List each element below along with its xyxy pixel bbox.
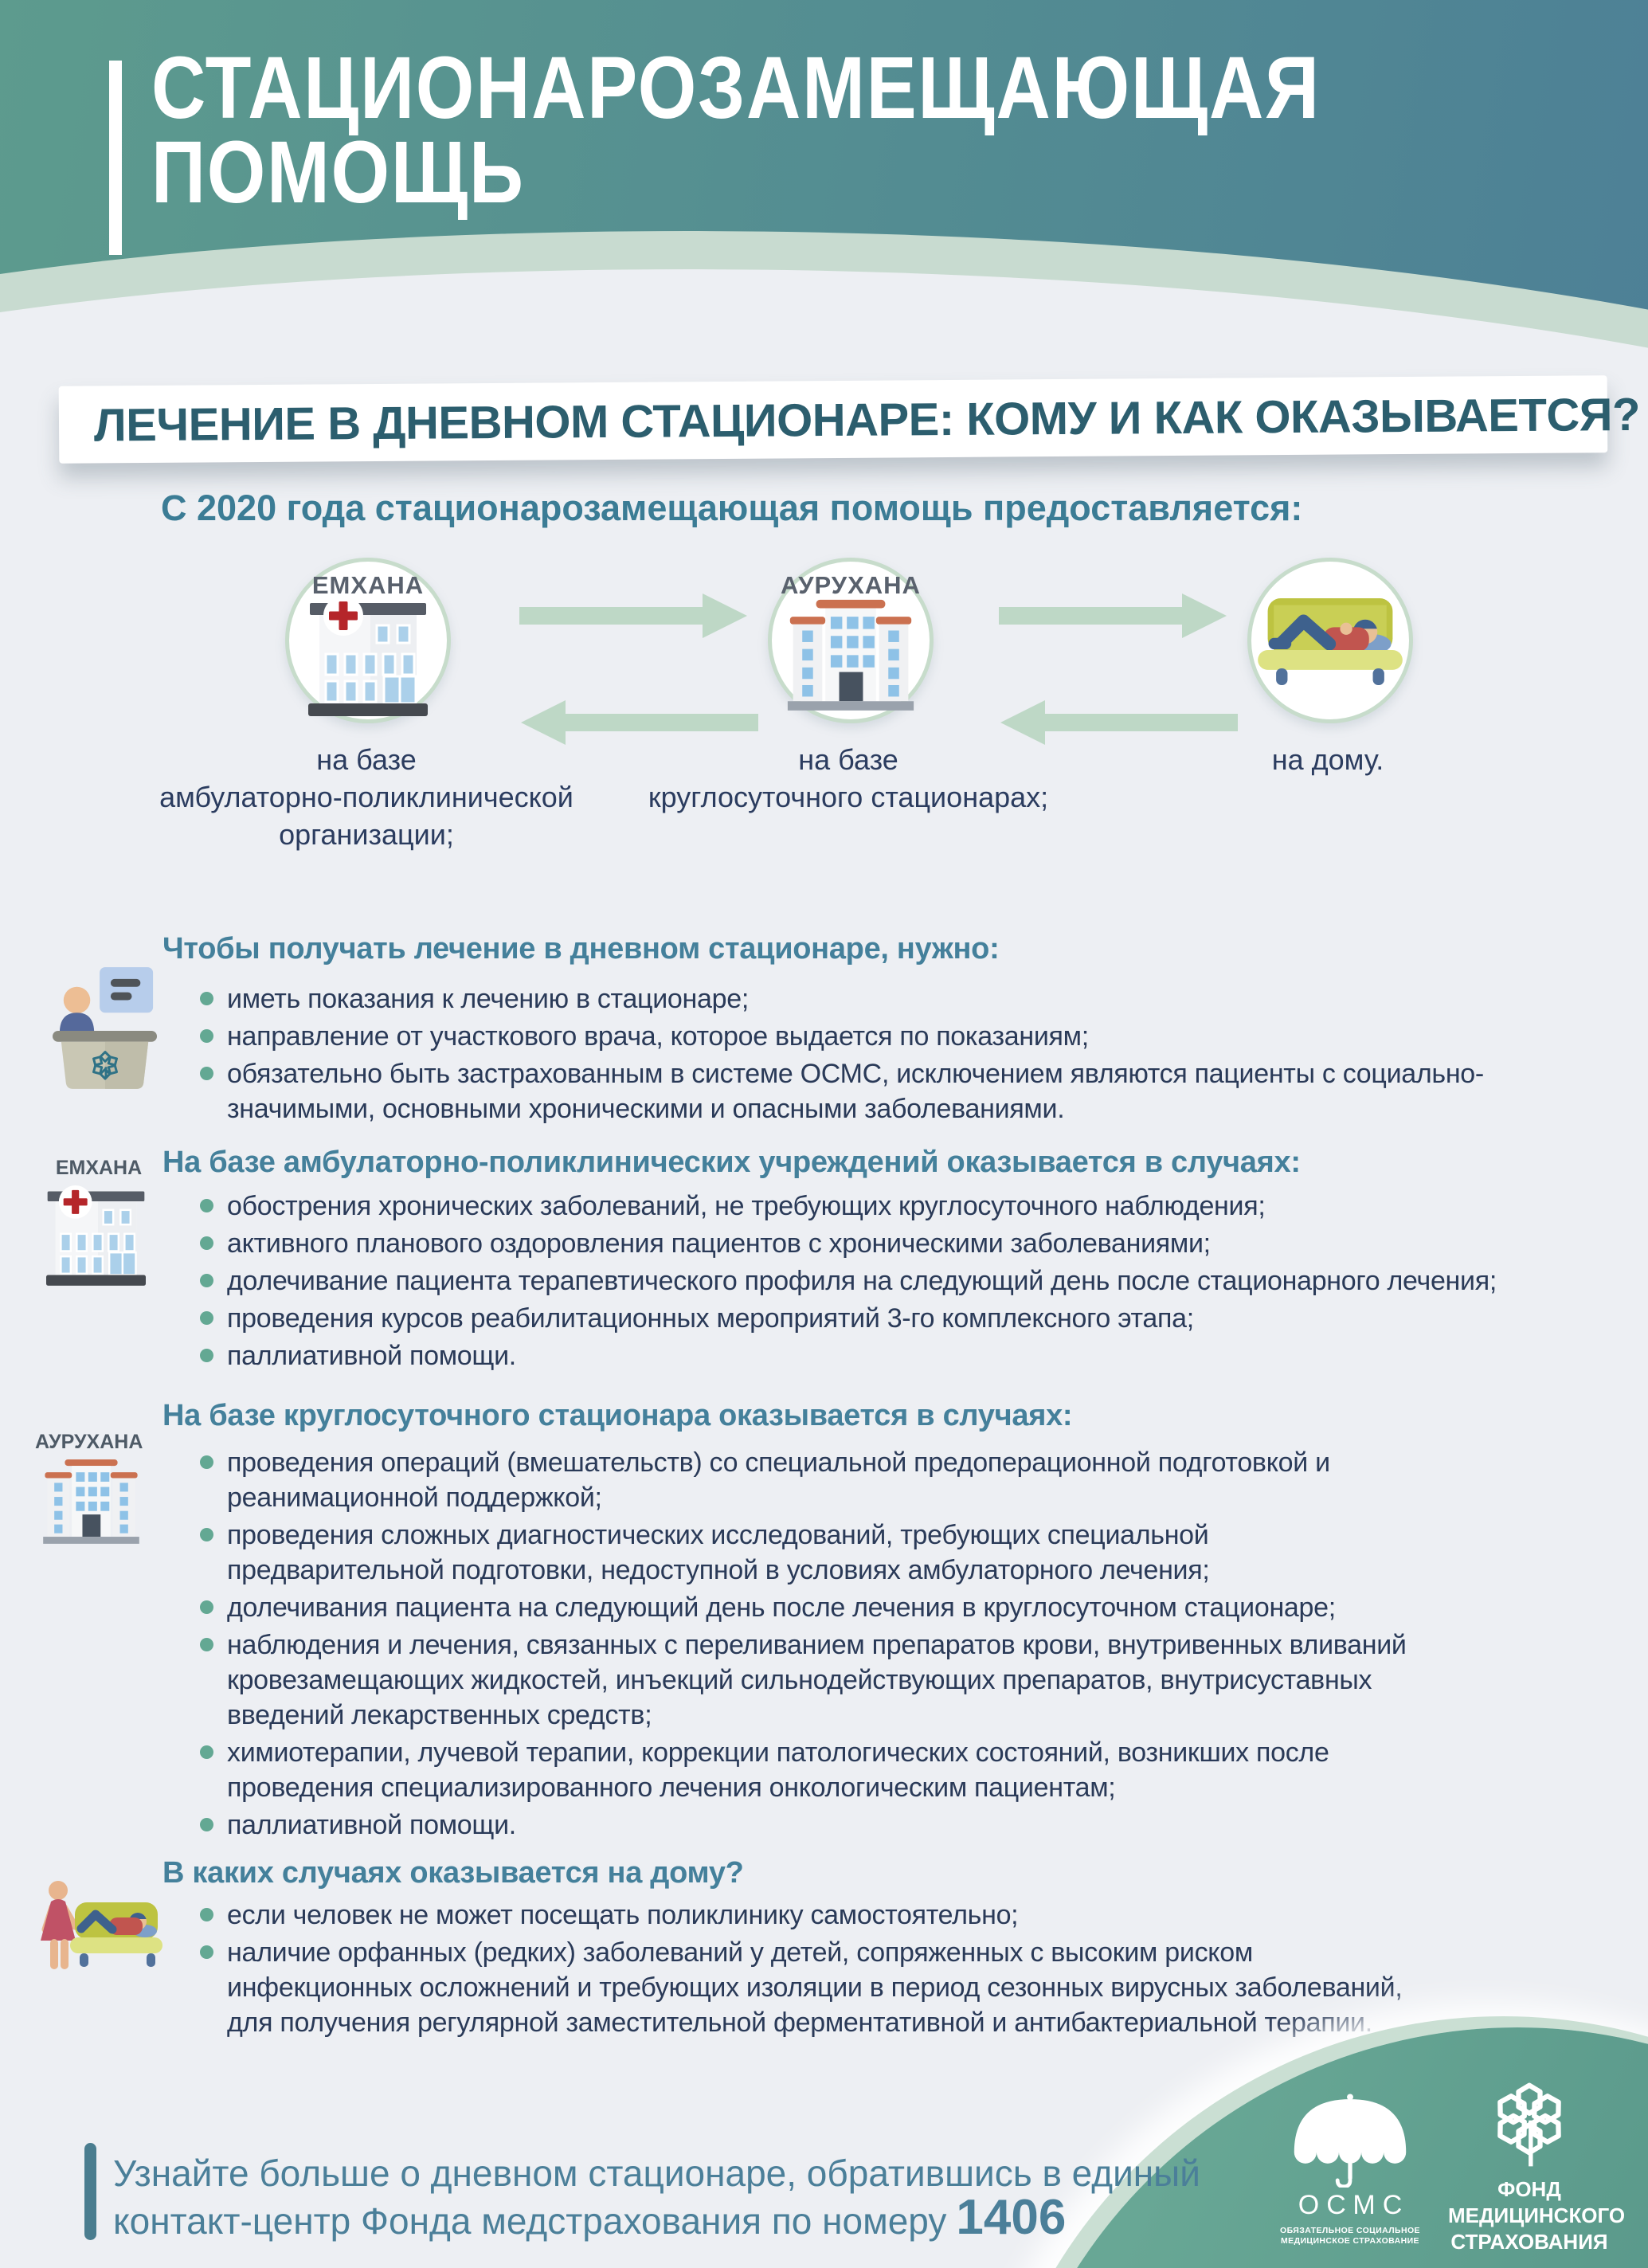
flow-node-home — [1247, 558, 1413, 723]
bullet-dot-icon — [200, 1528, 213, 1541]
page-title-line2: ПОМОЩЬ — [151, 123, 525, 221]
flow-caption-clinic — [127, 741, 605, 853]
caption-line: организации; — [279, 818, 454, 851]
footer-message-line2: контакт-центр Фонда медстрахования по номеру 1406 — [113, 2190, 1067, 2245]
bullet-text: наличие орфанных (редких) заболеваний у детей, сопряженных с высоким риском инфекционных осложнений и требующих изоляции в период сезонных вирусных заболеваний, для получения регулярной заместительной ферментативной и антибактериальной терапии. — [227, 1937, 1403, 2038]
bullet-text: проведения операций (вмешательств) со специальной предоперационной подготовкой и реанимационной поддержкой; — [227, 1447, 1330, 1513]
bullet-dot-icon — [200, 1818, 213, 1831]
fund-logo-text: ФОНД МЕДИЦИНСКОГО СТРАХОВАНИЯ — [1448, 2177, 1626, 2254]
bullet-text: направление от участкового врача, которое выдается по показаниям; — [227, 1021, 1089, 1052]
intro-title: С 2020 года стационарозамещающая помощь предоставляется: — [161, 488, 1303, 528]
contact-phone-number: 1406 — [956, 2190, 1067, 2245]
bullet-item — [227, 1898, 1438, 1933]
caption-line: на базе — [798, 743, 898, 776]
osms-subtitle: ОБЯЗАТЕЛЬНОЕ СОЦИАЛЬНОЕ МЕДИЦИНСКОЕ СТРАХОВАНИЕ — [1280, 2226, 1420, 2246]
bullet-text: проведения сложных диагностических исследований, требующих специальной предварительной подготовки, недоступной в условиях амбулаторного лечения; — [227, 1520, 1210, 1585]
bullet-dot-icon — [200, 1600, 213, 1614]
arrow-left-icon — [1045, 714, 1238, 731]
bullet-item — [227, 1226, 1533, 1261]
arrow-right-icon — [999, 607, 1182, 625]
section-heading: На базе круглосуточного стационара оказывается в случаях: — [162, 1399, 1073, 1432]
bullet-text: паллиативной помощи. — [227, 1810, 516, 1840]
bullet-item — [227, 1518, 1422, 1588]
hospital-building-icon — [41, 1455, 141, 1544]
bullet-text: иметь показания к лечению в стационаре; — [227, 984, 749, 1014]
bullet-text: проведения курсов реабилитационных мероприятий 3-го комплексного этапа; — [227, 1303, 1194, 1334]
clinic-building-icon — [46, 1181, 146, 1286]
bullet-list — [227, 1189, 1533, 1376]
bullet-item — [227, 1301, 1533, 1336]
arrow-right-icon — [519, 607, 703, 625]
snowflake-icon — [1486, 2074, 1572, 2171]
umbrella-icon — [1287, 2092, 1413, 2188]
bullet-dot-icon — [200, 1908, 213, 1921]
bullet-item — [227, 1628, 1422, 1733]
bullet-item — [227, 1445, 1422, 1515]
caption-line: круглосуточного стационарах; — [648, 781, 1049, 813]
flow-node-clinic — [285, 558, 451, 723]
bullet-item — [227, 1735, 1422, 1805]
footer-message-line1: Узнайте больше о дневном стационаре, обратившись в единый — [113, 2152, 1200, 2194]
section-icon-label: ЕМХАНА — [55, 1157, 143, 1179]
bullet-text: долечивание пациента терапевтического профиля на следующий день после стационарного лечения; — [227, 1266, 1497, 1296]
bullet-list — [227, 1898, 1438, 2043]
section-heading: В каких случаях оказывается на дому? — [162, 1856, 744, 1890]
bullet-dot-icon — [200, 1945, 213, 1959]
osms-logo — [1274, 2092, 1426, 2246]
bullet-text: химиотерапии, лучевой терапии, коррекции патологических состояний, возникших после проведения специализированного лечения онкологическим пациентам; — [227, 1737, 1329, 1803]
bullet-dot-icon — [200, 1029, 213, 1043]
bullet-item — [227, 1189, 1533, 1224]
flow-node-hospital — [768, 558, 934, 723]
caption-line: на дому. — [1271, 743, 1384, 776]
bullet-text: если человек не может посещать поликлинику самостоятельно; — [227, 1900, 1019, 1930]
osms-abbr: ОСМС — [1298, 2190, 1410, 2220]
bullet-item — [227, 1935, 1438, 2040]
bullet-list — [227, 1445, 1422, 1845]
bullet-dot-icon — [200, 992, 213, 1005]
flow-node-badge: ЕМХАНА — [311, 571, 425, 599]
bullet-dot-icon — [200, 1745, 213, 1759]
reception-desk-icon — [53, 964, 159, 1091]
bullet-item — [227, 1590, 1422, 1625]
ribbon — [59, 375, 1641, 464]
bullet-dot-icon — [200, 1349, 213, 1362]
bullet-dot-icon — [200, 1274, 213, 1287]
bullet-list — [227, 981, 1517, 1129]
bullet-dot-icon — [200, 1199, 213, 1212]
section-icon-label: АУРУХАНА — [35, 1431, 143, 1453]
ribbon-title: ЛЕЧЕНИЕ В ДНЕВНОМ СТАЦИОНАРЕ: КОМУ И КАК ОКАЗЫВАЕТСЯ? — [93, 388, 1641, 452]
bullet-item — [227, 1019, 1517, 1054]
caption-line: амбулаторно-поликлинической — [159, 781, 573, 813]
footer-accent-bar — [84, 2143, 96, 2240]
page-title — [151, 39, 1321, 221]
footer-message — [113, 2151, 1200, 2243]
bullet-item — [227, 1808, 1422, 1843]
header-accent-bar — [109, 61, 122, 255]
bullet-text: активного планового оздоровления пациентов с хроническими заболеваниями; — [227, 1228, 1211, 1259]
page-title-line1: СТАЦИОНАРОЗАМЕЩАЮЩАЯ — [151, 39, 1321, 137]
section-heading: На базе амбулаторно-поликлинических учреждений оказывается в случаях: — [162, 1146, 1301, 1179]
patient-in-bed-icon — [1258, 598, 1403, 685]
caption-line: на базе — [316, 743, 417, 776]
bullet-item — [227, 1338, 1533, 1373]
bullet-dot-icon — [200, 1311, 213, 1325]
bullet-item — [227, 1056, 1517, 1126]
arrow-left-icon — [566, 714, 758, 731]
bullet-dot-icon — [200, 1067, 213, 1080]
medical-insurance-fund-logo — [1448, 2074, 1626, 2255]
section-heading: Чтобы получать лечение в дневном стационаре, нужно: — [162, 932, 1000, 966]
clinic-building-icon — [308, 590, 428, 716]
bullet-text: долечивания пациента на следующий день после лечения в круглосуточном стационаре; — [227, 1592, 1336, 1623]
flow-caption-home — [1089, 741, 1567, 778]
hospital-building-icon — [785, 593, 916, 711]
home-care-icon — [35, 1880, 162, 1985]
bullet-text: обязательно быть застрахованным в системе ОСМС, исключением являются пациенты с социально-значимыми, основными хроническими и опасными заболеваниями. — [227, 1059, 1484, 1124]
flow-caption-hospital — [609, 741, 1087, 816]
flow-node-badge: АУРУХАНА — [781, 571, 921, 599]
bullet-text: паллиативной помощи. — [227, 1341, 516, 1371]
bullet-item — [227, 981, 1517, 1016]
bullet-dot-icon — [200, 1638, 213, 1651]
bullet-dot-icon — [200, 1236, 213, 1250]
bullet-text: наблюдения и лечения, связанных с переливанием препаратов крови, внутривенных вливаний кровезамещающих жидкостей, инъекций сильнодействующих препаратов, внутрисуставных введений лекарственных средств; — [227, 1630, 1407, 1730]
bullet-item — [227, 1263, 1533, 1299]
bullet-text: обострения хронических заболеваний, не требующих круглосуточного наблюдения; — [227, 1191, 1266, 1221]
bullet-dot-icon — [200, 1455, 213, 1469]
